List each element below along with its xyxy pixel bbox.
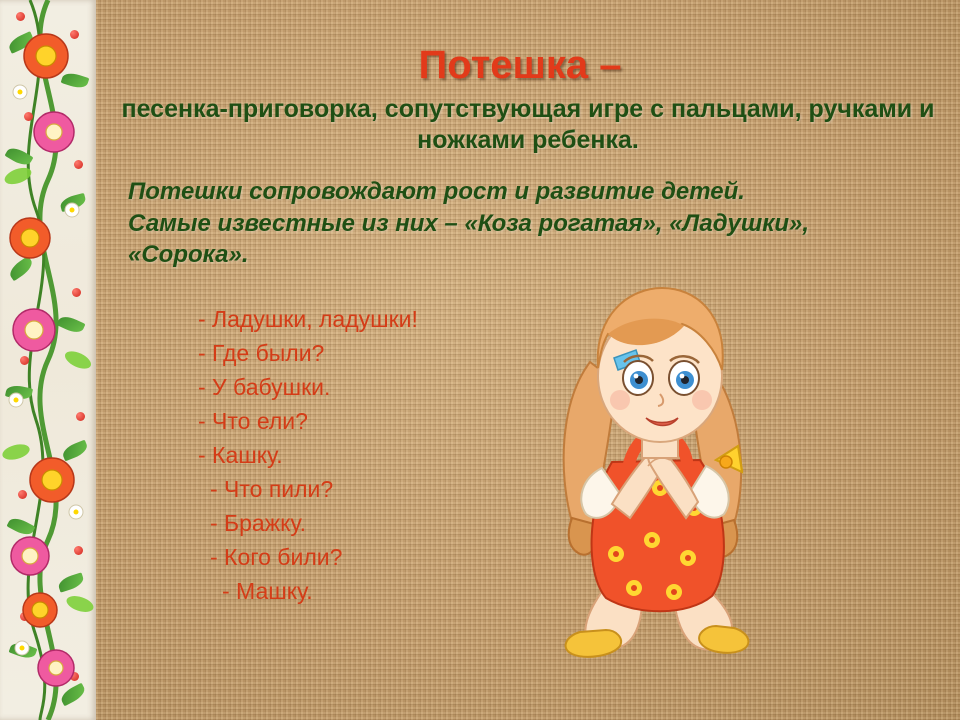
flower-cluster bbox=[0, 0, 96, 720]
rhyme-line: - У бабушки. bbox=[198, 374, 331, 401]
rhyme-line: - Что пили? bbox=[210, 476, 334, 503]
description-paragraph: Потешки сопровождают рост и развитие детей. Самые известные из них – «Коза рогатая», «Ладушки», «Сорока». bbox=[128, 178, 810, 269]
floral-border bbox=[0, 0, 96, 720]
rhyme-line: - Ладушки, ладушки! bbox=[198, 306, 418, 332]
rhyme-line: - Кого били? bbox=[210, 544, 343, 571]
subtitle-text: песенка-приговорка, сопутствующая игре с пальцами, ручками и ножками ребенка. bbox=[121, 95, 935, 154]
girl-illustration-svg bbox=[520, 272, 810, 672]
girl-clapping-hands-illustration bbox=[520, 272, 810, 672]
rhyme-line: - Машку. bbox=[222, 578, 313, 605]
rhyme-line: - Кашку. bbox=[198, 442, 283, 469]
rhyme-block bbox=[180, 302, 510, 608]
rhyme-line: - Что ели? bbox=[198, 408, 308, 435]
floral-vine bbox=[0, 0, 96, 720]
page-title: Потешка – bbox=[418, 43, 622, 87]
rhyme-line: - Бражку. bbox=[210, 510, 307, 537]
rhyme-line: - Где были? bbox=[198, 340, 325, 367]
